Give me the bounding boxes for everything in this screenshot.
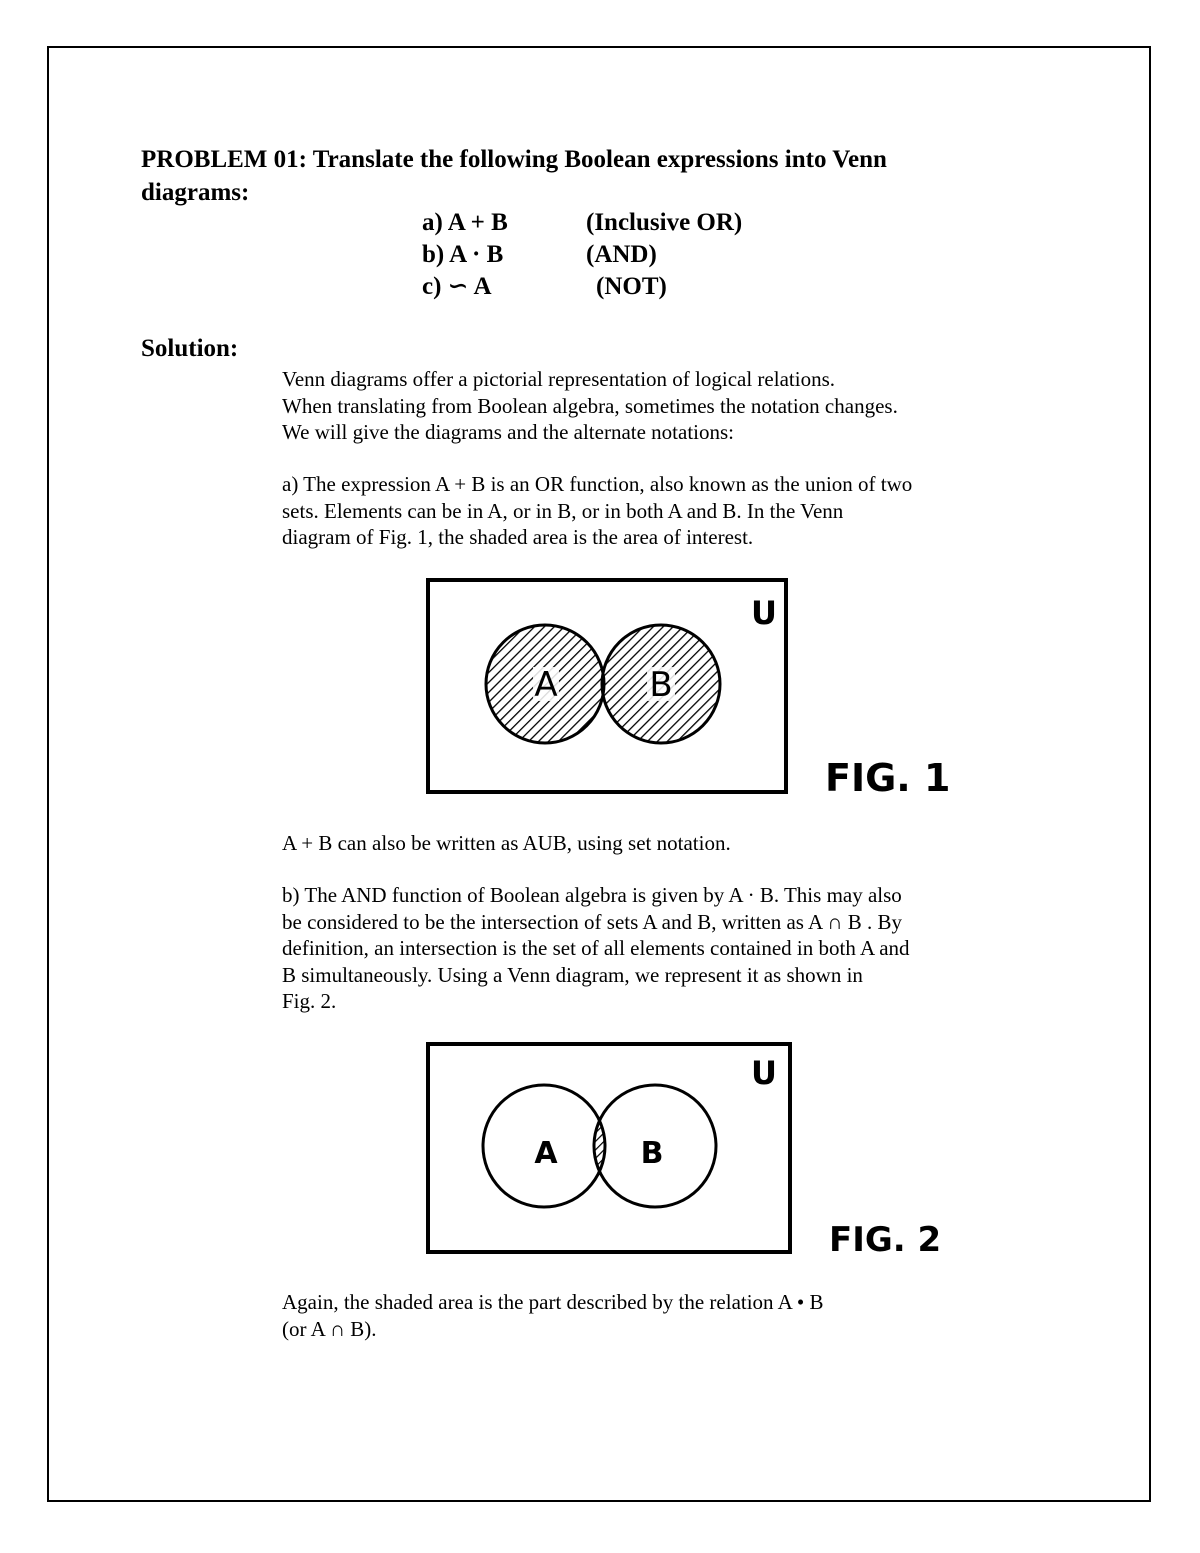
venn-diagram-union (420, 572, 951, 804)
set-a-label: A (534, 1136, 558, 1171)
heading-line-1: PROBLEM 01: Translate the following Boolean expressions into Venn (141, 146, 887, 173)
figure-2-intersection-venn (420, 1036, 940, 1264)
expression-label: b) A · B (422, 241, 504, 268)
expression-label: a) A + B (422, 209, 508, 236)
text-line: Fig. 2. (282, 989, 337, 1013)
set-b-label: B (649, 665, 673, 705)
problem-heading (141, 143, 1001, 209)
text-line: A + B can also be written as AUB, using set notation. (282, 831, 731, 855)
text-line: (or A ∩ B). (282, 1316, 377, 1341)
text-line: definition, an intersection is the set of all elements contained in both A and (282, 936, 910, 960)
union-note (282, 830, 1002, 857)
solution-label: Solution: (141, 335, 239, 362)
figure-caption: FIG. 2 (829, 1220, 942, 1260)
text-line: a) The expression A + B is an OR function, also known as the union of two (282, 472, 913, 496)
expression-description: (NOT) (596, 273, 667, 300)
intro-paragraph (282, 366, 1002, 446)
text-line: Venn diagrams offer a pictorial representation of logical relations. (282, 367, 835, 391)
heading-line-2: diagrams: (141, 179, 250, 206)
text-line: We will give the diagrams and the alternate notations: (282, 420, 735, 444)
universe-label: U (751, 1054, 777, 1092)
universe-label: U (751, 594, 777, 632)
text-line: Again, the shaded area is the part described by the relation A • B (282, 1290, 824, 1314)
text-line: be considered to be the intersection of sets A and B, written as A ∩ B . By (282, 909, 902, 934)
text-line: sets. Elements can be in A, or in B, or in both A and B. In the Venn (282, 498, 844, 523)
expression-label: c) ∽ A (422, 273, 492, 300)
figure-1-union-venn (420, 572, 951, 804)
set-b-label: B (640, 1136, 664, 1171)
closing-paragraph (282, 1289, 1002, 1342)
text-line: B simultaneously. Using a Venn diagram, we represent it as shown in (282, 962, 863, 987)
expression-description: (Inclusive OR) (586, 209, 743, 236)
venn-diagram-intersection (420, 1036, 940, 1264)
text-line: When translating from Boolean algebra, sometimes the notation changes. (282, 393, 898, 418)
text-line: diagram of Fig. 1, the shaded area is the area of interest. (282, 525, 754, 549)
part-a-paragraph (282, 471, 1002, 551)
expression-description: (AND) (586, 241, 657, 268)
part-b-paragraph (282, 882, 1002, 1015)
figure-caption: FIG. 1 (825, 756, 951, 800)
set-a-label: A (534, 665, 558, 705)
text-line: b) The AND function of Boolean algebra is given by A · B. This may also (282, 883, 902, 907)
